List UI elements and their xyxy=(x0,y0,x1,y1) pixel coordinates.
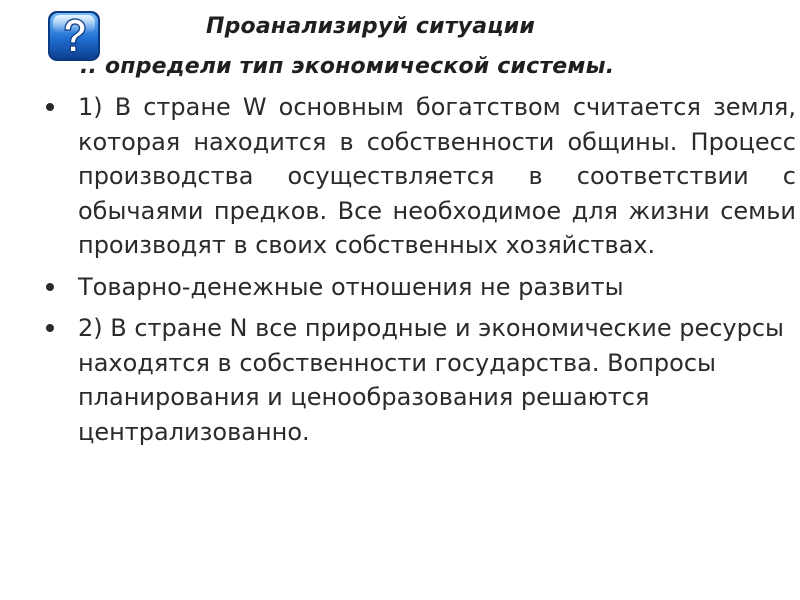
bullet-list xyxy=(46,90,796,456)
commodity-relations-text: Товарно-денежные отношения не развиты xyxy=(78,272,624,301)
list-item xyxy=(46,270,796,305)
list-item xyxy=(46,90,796,263)
list-item xyxy=(46,311,796,449)
title-line-2-prefix: .. xyxy=(80,54,98,79)
bullet-marker xyxy=(46,324,54,332)
bullet-marker xyxy=(46,283,54,291)
title-line-1: Проанализируй ситуации xyxy=(206,14,535,39)
situation-1-text: 1) В стране W основным богатством считается земля, которая находится в собственности общины. Процесс производства осуществляется в соответствии с обычаями предков. Все необходимое для жизни семьи производят в своих собственных хозяйствах. xyxy=(78,93,796,259)
bullet-marker xyxy=(46,103,54,111)
title-line-2 xyxy=(80,49,614,85)
title-line-2-text: определи тип экономической системы. xyxy=(97,54,615,79)
situation-2-text: 2) В стране N все природные и экономические ресурсы находятся в собственности государства. Вопросы планирования и ценообразования решаются централизованно. xyxy=(78,314,785,446)
